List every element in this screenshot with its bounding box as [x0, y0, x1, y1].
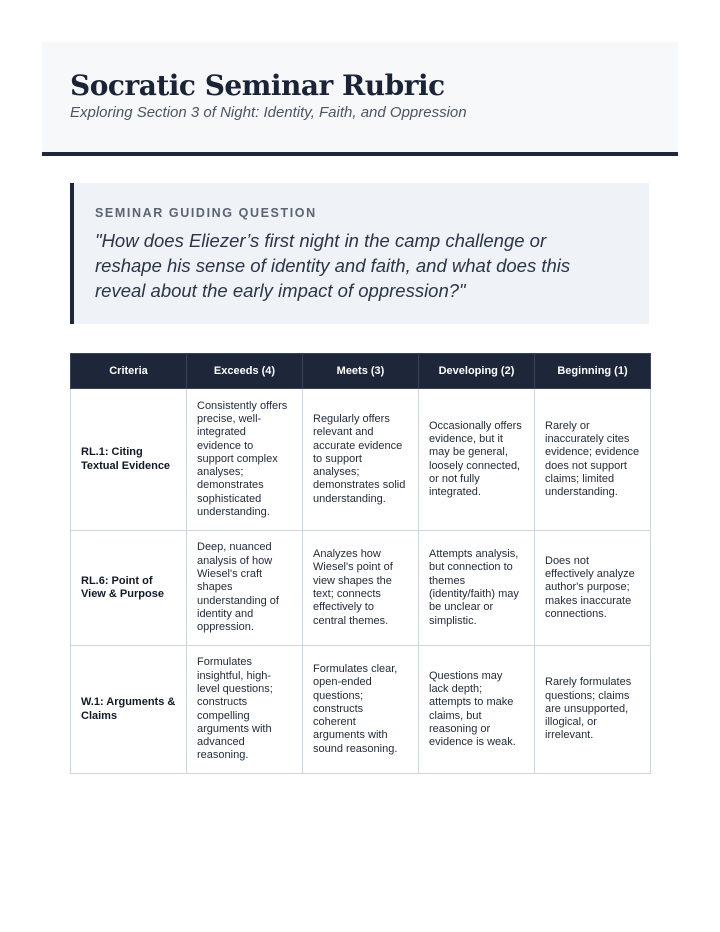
header-meets: Meets (3)	[303, 354, 419, 389]
criteria-cell: RL.1: Citing Textual Evidence	[71, 389, 187, 531]
header-developing: Developing (2)	[419, 354, 535, 389]
meets-cell: Analyzes how Wiesel's point of view shapes the text; connects effectively to central themes.	[303, 531, 419, 646]
guiding-question-label: SEMINAR GUIDING QUESTION	[95, 206, 317, 220]
page-subtitle: Exploring Section 3 of Night: Identity, Faith, and Oppression	[70, 104, 467, 121]
developing-cell: Questions may lack depth; attempts to make claims, but reasoning or evidence is weak.	[419, 646, 535, 774]
rubric-table	[70, 353, 651, 774]
exceeds-cell: Consistently offers precise, well-integrated evidence to support complex analyses; demonstrates sophisticated understanding.	[187, 389, 303, 531]
document-header	[42, 42, 678, 156]
header-beginning: Beginning (1)	[535, 354, 651, 389]
table-header-row	[71, 354, 651, 389]
table-row	[71, 646, 651, 774]
page-title: Socratic Seminar Rubric	[70, 69, 445, 102]
guiding-question-text: "How does Eliezer’s first night in the camp challenge or reshape his sense of identity and faith, and what does this reveal about the early impact of oppression?"	[95, 230, 571, 301]
criteria-cell: RL.6: Point of View & Purpose	[71, 531, 187, 646]
exceeds-cell: Deep, nuanced analysis of how Wiesel's craft shapes understanding of identity and oppression.	[187, 531, 303, 646]
meets-cell: Regularly offers relevant and accurate evidence to support analyses; demonstrates solid understanding.	[303, 389, 419, 531]
beginning-cell: Rarely or inaccurately cites evidence; evidence does not support claims; limited understanding.	[535, 389, 651, 531]
beginning-cell: Does not effectively analyze author's purpose; makes inaccurate connections.	[535, 531, 651, 646]
criteria-cell: W.1: Arguments & Claims	[71, 646, 187, 774]
exceeds-cell: Formulates insightful, high-level questions; constructs compelling arguments with advanced reasoning.	[187, 646, 303, 774]
header-exceeds: Exceeds (4)	[187, 354, 303, 389]
developing-cell: Attempts analysis, but connection to themes (identity/faith) may be unclear or simplistic.	[419, 531, 535, 646]
table-row	[71, 531, 651, 646]
developing-cell: Occasionally offers evidence, but it may be general, loosely connected, or not fully integrated.	[419, 389, 535, 531]
beginning-cell: Rarely formulates questions; claims are unsupported, illogical, or irrelevant.	[535, 646, 651, 774]
header-criteria: Criteria	[71, 354, 187, 389]
meets-cell: Formulates clear, open-ended questions; constructs coherent arguments with sound reasoning.	[303, 646, 419, 774]
guiding-question-box	[70, 183, 649, 324]
table-row	[71, 389, 651, 531]
